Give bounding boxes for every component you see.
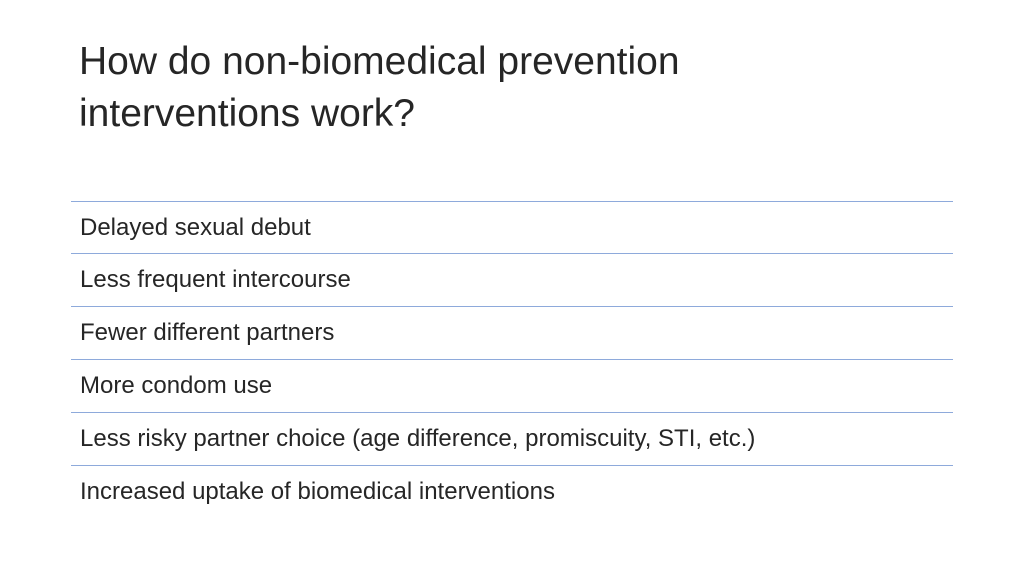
list-item-more-condom-use: More condom use xyxy=(71,359,953,412)
list-item-less-frequent-intercourse: Less frequent intercourse xyxy=(71,253,953,306)
slide-title xyxy=(79,36,939,140)
list-item-fewer-different-partners: Fewer different partners xyxy=(71,306,953,359)
prevention-list xyxy=(71,201,953,518)
slide-title-line-1: How do non-biomedical prevention xyxy=(79,40,680,83)
list-item-increased-uptake-biomedical: Increased uptake of biomedical interventions xyxy=(71,465,953,518)
list-item-less-risky-partner-choice: Less risky partner choice (age difference, promiscuity, STI, etc.) xyxy=(71,412,953,465)
slide-title-line-2: interventions work? xyxy=(79,92,415,135)
list-item-delayed-sexual-debut: Delayed sexual debut xyxy=(71,201,953,253)
